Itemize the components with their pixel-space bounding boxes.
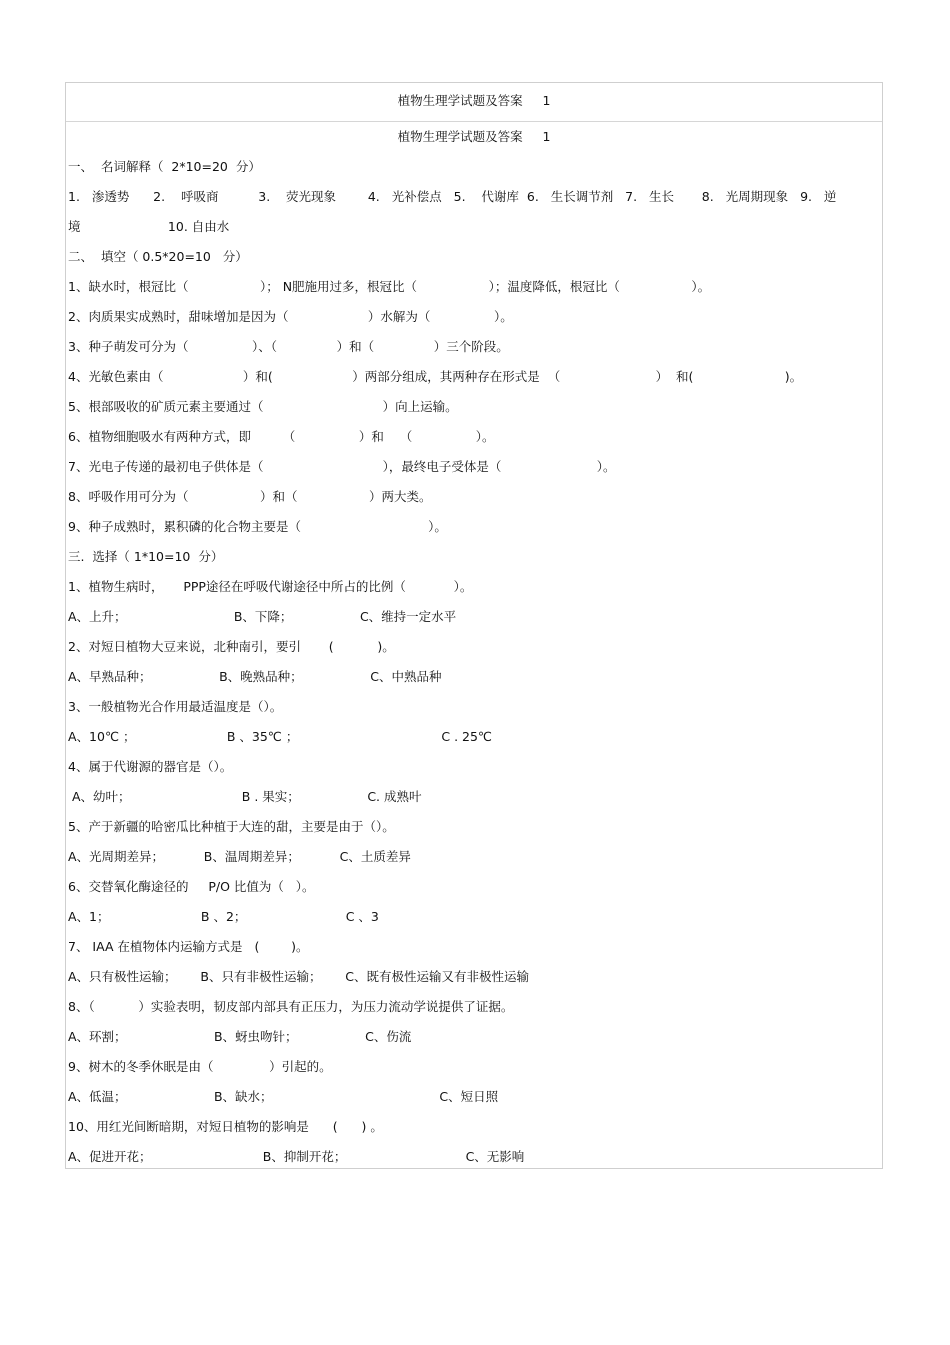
question-line: 7、 IAA 在植物体内运输方式是 ( )。 xyxy=(68,939,309,954)
section-heading: 二、 填空（ 0.5*20=10 分） xyxy=(68,249,248,264)
options-line: A、促进开花； B、抑制开花； C、无影响 xyxy=(68,1149,525,1164)
text-line: 4、光敏色素由（ ）和( ）两部分组成，其两种存在形式是 （ ） 和( )。 xyxy=(68,369,803,384)
question-line: 1、植物生病时， PPP途径在呼吸代谢途径中所占的比例（ ）。 xyxy=(68,579,473,594)
question-line: 6、交替氧化酶途径的 P/O 比值为（ ）。 xyxy=(68,879,315,894)
question-line: 10、用红光间断暗期，对短日植物的影响是 ( ) 。 xyxy=(68,1119,383,1134)
options-line: A、1； B 、2； C 、3 xyxy=(68,909,379,924)
question-line: 4、属于代谢源的器官是（）。 xyxy=(68,759,233,774)
options-line: A、上升； B、下降； C、维持一定水平 xyxy=(68,609,457,624)
options-line: A、光周期差异； B、温周期差异； C、土质差异 xyxy=(68,849,411,864)
text-line: 境 10. 自由水 xyxy=(68,219,230,234)
header-band xyxy=(66,83,882,122)
question-line: 8、（ ）实验表明，韧皮部内部具有正压力，为压力流动学说提供了证据。 xyxy=(68,999,514,1014)
question-line: 9、树木的冬季休眠是由（ ）引起的。 xyxy=(68,1059,332,1074)
text-line: 1、缺水时，根冠比（ ）； N肥施用过多，根冠比（ ）；温度降低，根冠比（ ）。 xyxy=(68,279,711,294)
options-line: A、环割； B、蚜虫吻针； C、伤流 xyxy=(68,1029,412,1044)
text-line: 5、根部吸收的矿质元素主要通过（ ）向上运输。 xyxy=(68,399,458,414)
document-title: 植物生理学试题及答案 1 xyxy=(397,129,551,144)
text-line: 2、肉质果实成熟时，甜味增加是因为（ ）水解为（ ）。 xyxy=(68,309,513,324)
section-heading: 一、 名词解释（ 2*10=20 分） xyxy=(68,159,261,174)
header-title: 植物生理学试题及答案 1 xyxy=(397,93,551,108)
options-line: A、只有极性运输； B、只有非极性运输； C、既有极性运输又有非极性运输 xyxy=(68,969,530,984)
text-line: 8、呼吸作用可分为（ ）和（ ）两大类。 xyxy=(68,489,432,504)
text-line: 7、光电子传递的最初电子供体是（ ），最终电子受体是（ ）。 xyxy=(68,459,616,474)
text-line: 6、植物细胞吸水有两种方式，即 （ ）和 （ ）。 xyxy=(68,429,495,444)
text-line: 3、种子萌发可分为（ ）、（ ）和（ ）三个阶段。 xyxy=(68,339,509,354)
options-line: A、10℃ ； B 、35℃ ； C . 25℃ xyxy=(68,729,492,744)
section-heading: 三. 选择（ 1*10=10 分） xyxy=(68,549,224,564)
text-line: 9、种子成熟时，累积磷的化合物主要是（ ）。 xyxy=(68,519,447,534)
options-line: A、幼叶； B . 果实； C. 成熟叶 xyxy=(68,789,422,804)
question-line: 2、对短日植物大豆来说，北种南引，要引 ( )。 xyxy=(68,639,395,654)
text-line: 1. 渗透势 2. 呼吸商 3. 荧光现象 4. 光补偿点 5. 代谢库 6. 生长调节剂 7. 生长 8. 光周期现象 9. 逆 xyxy=(68,189,837,204)
document-frame xyxy=(65,82,883,1169)
options-line: A、低温； B、缺水； C、短日照 xyxy=(68,1089,499,1104)
question-line: 5、产于新疆的哈密瓜比种植于大连的甜，主要是由于（）。 xyxy=(68,819,395,834)
options-line: A、早熟品种； B、晚熟品种； C、中熟品种 xyxy=(68,669,442,684)
question-line: 3、一般植物光合作用最适温度是（）。 xyxy=(68,699,283,714)
